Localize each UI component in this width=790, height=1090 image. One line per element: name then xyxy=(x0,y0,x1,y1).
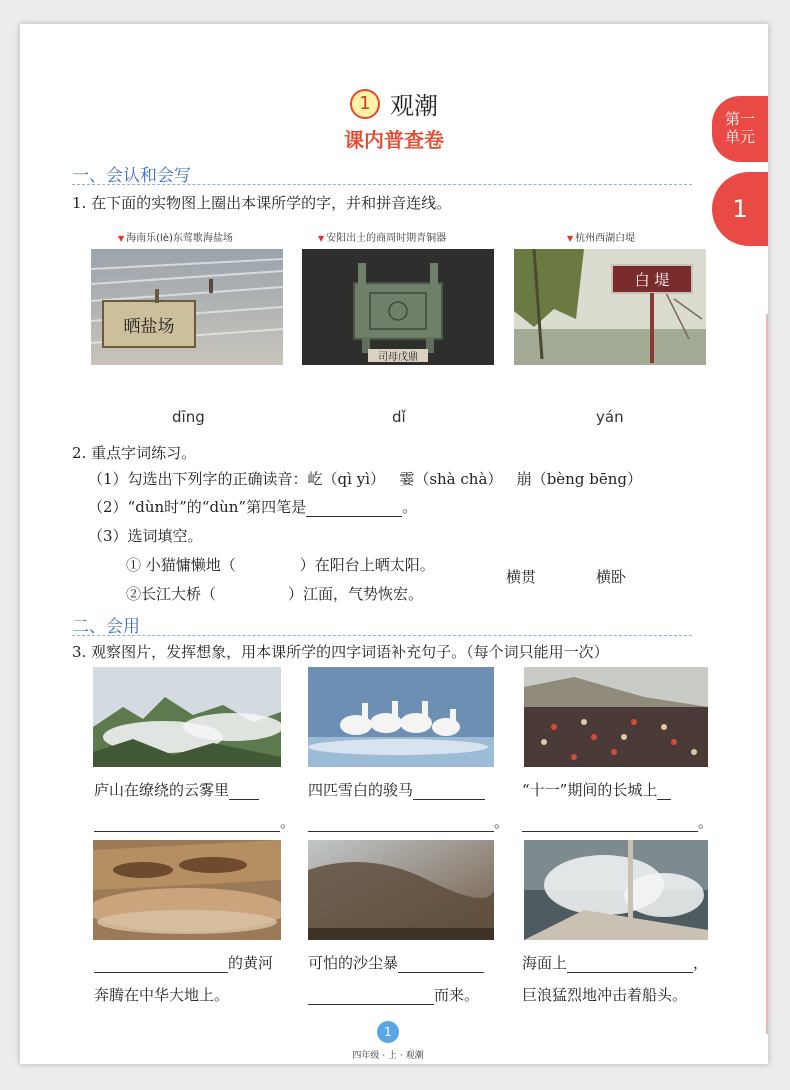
q2-prompt: 2. 重点字词练习。 xyxy=(72,444,197,462)
lushan-clouds-photo xyxy=(93,667,281,767)
answer-blank[interactable] xyxy=(308,988,434,1005)
salt-field-photo xyxy=(91,249,283,365)
q3-sentence-1-cont: 。 xyxy=(94,811,295,832)
q3-sentence-5-cont: 而来。 xyxy=(308,984,479,1005)
q2-sub2: （2）“dùn时”的“dùn”第四笔是 。 xyxy=(88,498,418,516)
answer-blank[interactable] xyxy=(94,956,228,973)
q3-sentence-5: 可怕的沙尘暴 xyxy=(308,952,484,973)
worksheet-subtitle: 课内普查卷 xyxy=(344,128,444,152)
q3-sentence-4-cont: 奔腾在中华大地上。 xyxy=(94,986,230,1004)
q2-sub3-label: （3）选词填空。 xyxy=(88,527,203,545)
section2-rule xyxy=(72,635,692,637)
page-number-badge: 1 xyxy=(377,1021,399,1043)
q3-sentence-3: “十一”期间的长城上 xyxy=(522,779,671,800)
section2-title: 二、会用 xyxy=(72,617,140,637)
caption-marker-icon: ▼ xyxy=(318,234,325,243)
q1-caption-1: ▼ 海南乐(lè)东莺歌海盐场 xyxy=(118,233,233,244)
answer-blank[interactable] xyxy=(398,956,484,973)
answer-blank[interactable] xyxy=(308,815,494,832)
q2-sub3-line2: ②长江大桥（ ）江面，气势恢宏。 xyxy=(126,585,424,603)
answer-blank[interactable] xyxy=(657,783,671,800)
lesson-title-text: 观潮 xyxy=(390,92,438,120)
pinyin-1: dīng xyxy=(172,408,205,426)
page-edge-line xyxy=(766,314,768,1034)
answer-blank[interactable] xyxy=(306,500,402,517)
bai-causeway-sign: 白 堤 xyxy=(634,271,670,289)
white-horses-photo xyxy=(308,667,494,767)
bronze-vessel-photo xyxy=(302,249,494,365)
q1-prompt: 1. 在下面的实物图上圈出本课所学的字，并和拼音连线。 xyxy=(72,194,452,212)
q2-sub1: （1）勾选出下列字的正确读音：屹（qì yì） 霎（shà chà） 崩（bèng bēng） xyxy=(88,470,642,488)
answer-blank[interactable] xyxy=(94,815,280,832)
section1-rule xyxy=(72,184,692,186)
q3-prompt: 3. 观察图片，发挥想象，用本课所学的四字词语补充句子。（每个词只能用一次） xyxy=(72,643,609,661)
great-wall-crowd-photo xyxy=(524,667,708,767)
unit-tab-line1: 第一 xyxy=(724,110,755,128)
q3-sentence-2-cont: 。 xyxy=(308,811,509,832)
q3-sentence-1: 庐山在缭绕的云雾里 xyxy=(94,779,259,800)
caption-marker-icon: ▼ xyxy=(567,234,574,243)
worksheet-page xyxy=(20,24,768,1064)
lesson-title xyxy=(20,86,768,121)
answer-blank[interactable] xyxy=(229,783,259,800)
lesson-number-badge: 1 xyxy=(350,89,380,119)
pinyin-2: dǐ xyxy=(392,408,406,426)
word-choice-1: 横贯 xyxy=(506,568,537,586)
answer-blank[interactable] xyxy=(522,815,698,832)
yellow-river-photo xyxy=(93,840,281,940)
bai-causeway-photo xyxy=(514,249,706,365)
answer-blank[interactable] xyxy=(413,783,485,800)
q3-sentence-6-cont: 巨浪猛烈地冲击着船头。 xyxy=(522,986,688,1004)
pinyin-3: yán xyxy=(596,408,624,426)
q1-caption-2: ▼ 安阳出土的商周时期青铜器 xyxy=(318,233,447,244)
answer-blank[interactable] xyxy=(567,956,693,973)
sandstorm-photo xyxy=(308,840,494,940)
bronze-vessel-label: 司母戊鼎 xyxy=(378,352,418,363)
ship-waves-photo xyxy=(524,840,708,940)
unit-tab xyxy=(712,96,768,162)
q2-sub3-line1: ① 小猫慵懒地（ ）在阳台上晒太阳。 xyxy=(126,556,435,574)
unit-number-tab: 1 xyxy=(712,172,768,246)
salt-field-sign: 晒盐场 xyxy=(123,317,175,337)
footer-label: 四年级 · 上 · 观潮 xyxy=(352,1051,424,1061)
section1-title: 一、会认和会写 xyxy=(72,166,191,186)
q1-caption-3: ▼ 杭州西湖白堤 xyxy=(567,233,636,244)
caption-marker-icon: ▼ xyxy=(118,234,125,243)
q3-sentence-6: 海面上 ， xyxy=(522,954,709,972)
q3-sentence-4: 的黄河 xyxy=(94,952,273,973)
q3-sentence-3-cont: 。 xyxy=(522,811,713,832)
word-choice-2: 横卧 xyxy=(596,568,627,586)
q3-sentence-2: 四匹雪白的骏马 xyxy=(308,779,485,800)
unit-tab-line2: 单元 xyxy=(724,128,755,146)
